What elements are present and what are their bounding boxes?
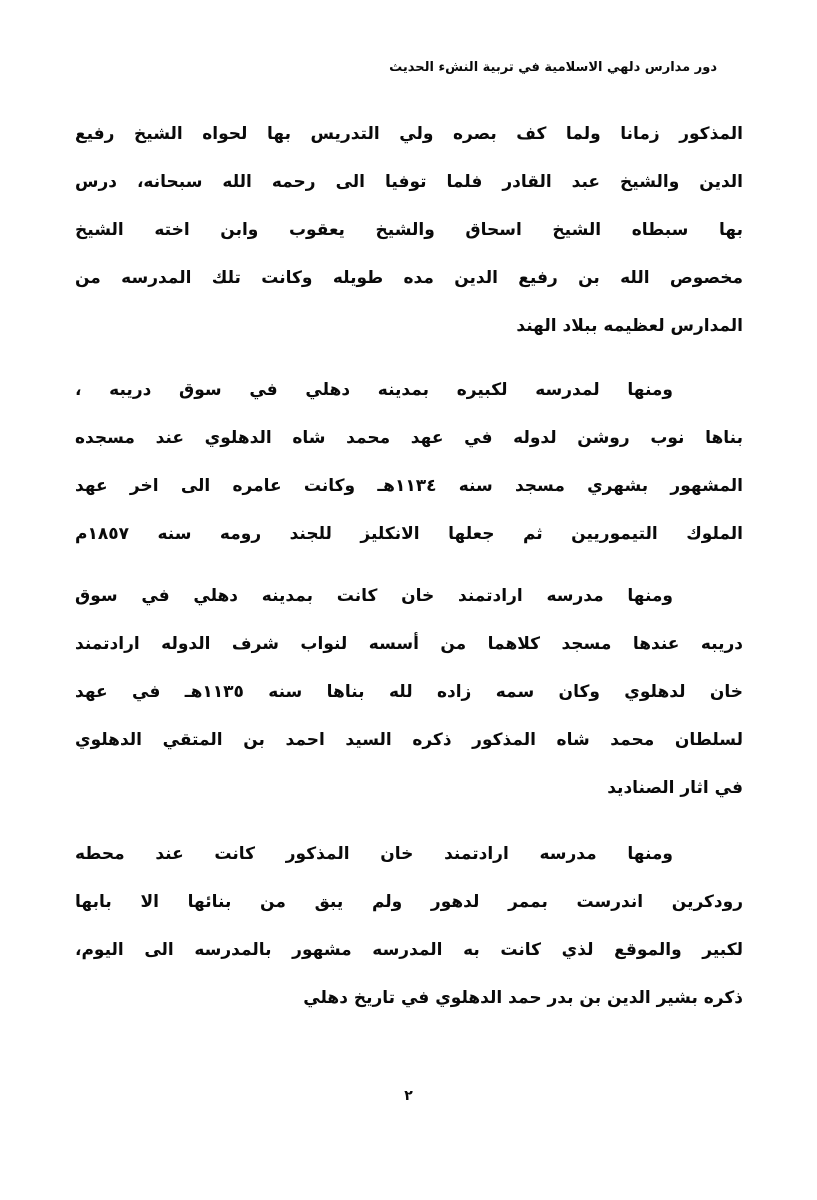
running-header: دور مدارس دلهي الاسلامية في تربية النشء الحديث (389, 60, 717, 75)
text-line: المشهور بشهري مسجد سنه ١١٣٤هـ وكانت عامره الى اخر عهد (75, 476, 743, 496)
text-line: المذكور زمانا ولما كف بصره ولي التدريس بها لحواه الشيخ رفيع (75, 124, 743, 144)
paragraph-3 (75, 572, 743, 812)
text-line: مخصوص الله بن رفيع الدين مده طويله وكانت تلك المدرسه من (75, 268, 743, 288)
text-line: لكبير والموقع لذي كانت به المدرسه مشهور بالمدرسه الى اليوم، (75, 940, 743, 960)
text-line: بناها نوب روشن لدوله في عهد محمد شاه الدهلوي عند مسجده (75, 428, 743, 448)
text-line: ذكره بشير الدين بن بدر حمد الدهلوي في تاريخ دهلي (303, 988, 743, 1008)
text-line: لسلطان محمد شاه المذكور ذكره السيد احمد بن المتقي الدهلوي (75, 730, 743, 750)
text-line: ومنها لمدرسه لكبيره بمدينه دهلي في سوق دريبه ، (75, 380, 673, 400)
text-line: الملوك التيموريين ثم جعلها الانكليز للجند رومه سنه ١٨٥٧م (75, 524, 743, 544)
body-text (75, 110, 743, 1022)
page-number: ٢ (404, 1088, 413, 1104)
text-line: رودكرين اندرست بممر لدهور ولم يبق من بنائها الا بابها (75, 892, 743, 912)
text-line: خان لدهلوي وكان سمه زاده لله بناها سنه ١١٣٥هـ في عهد (75, 682, 743, 702)
text-line: دريبه عندها مسجد كلاهما من أسسه لنواب شرف الدوله ارادتمند (75, 634, 743, 654)
paragraph-2 (75, 366, 743, 558)
text-line: في اثار الصناديد (607, 778, 743, 798)
paragraph-1 (75, 110, 743, 350)
paragraph-4 (75, 830, 743, 1022)
text-line: بها سبطاه الشيخ اسحاق والشيخ يعقوب وابن اخته الشيخ (75, 220, 743, 240)
text-line: الدين والشيخ عبد القادر فلما توفيا الى رحمه الله سبحانه، درس (75, 172, 743, 192)
text-line: المدارس لعظيمه ببلاد الهند (516, 316, 743, 336)
text-line: ومنها مدرسه ارادتمند خان كانت بمدينه دهلي في سوق (75, 586, 673, 606)
text-line: ومنها مدرسه ارادتمند خان المذكور كانت عند محطه (75, 844, 673, 864)
